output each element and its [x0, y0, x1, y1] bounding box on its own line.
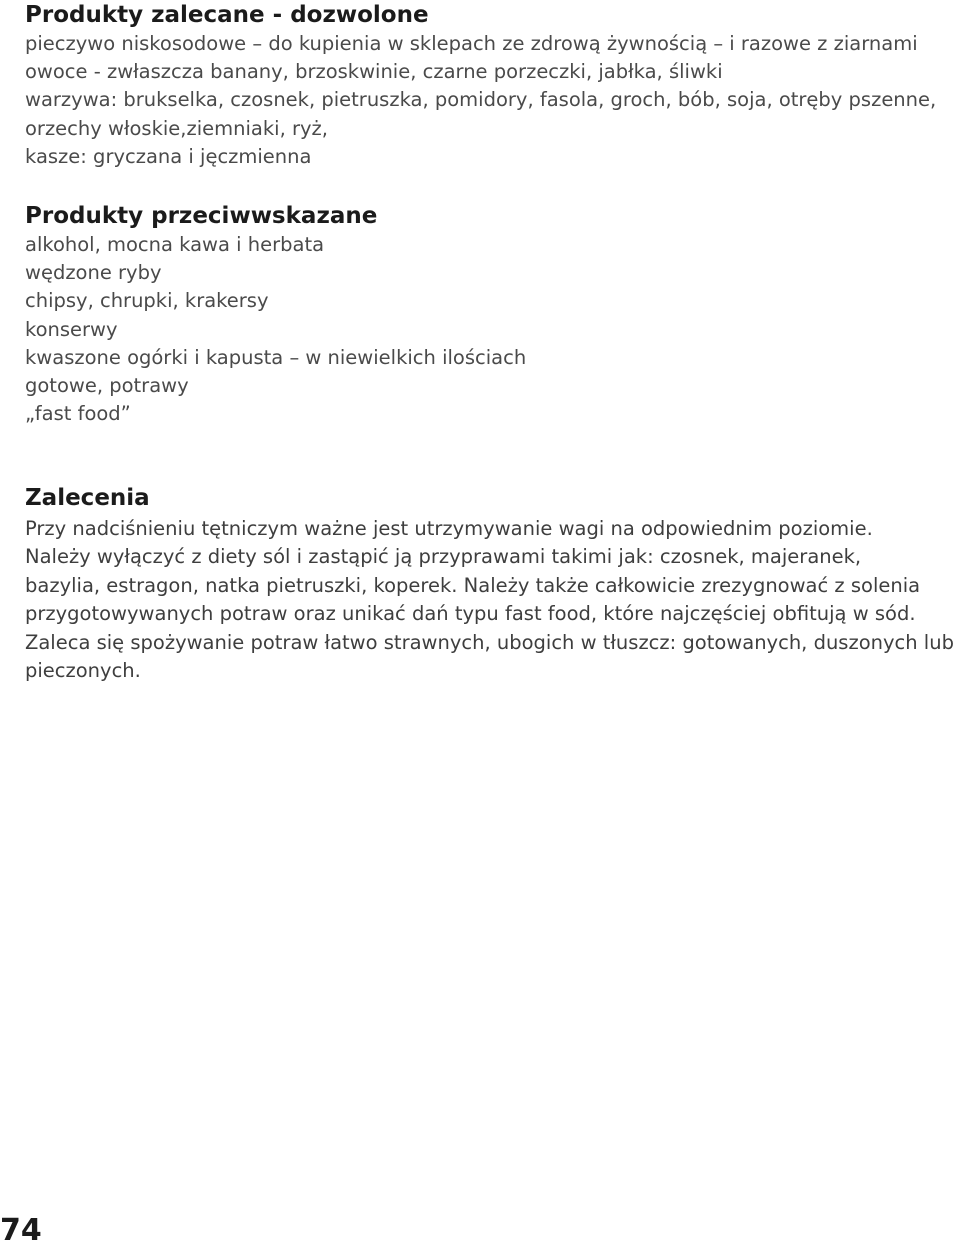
page-number: 74 [0, 1213, 42, 1248]
list-item: kasze: gryczana i jęczmienna [25, 144, 312, 168]
paragraph-line: Należy wyłączyć z diety sól i zastąpić ją przyprawami takimi jak: czosnek, majeranek, [25, 545, 862, 569]
list-item: „fast food” [25, 402, 131, 426]
section-title-recommended: Produkty zalecane - dozwolone [25, 2, 429, 28]
list-item: wędzone ryby [25, 261, 162, 285]
list-item: chipsy, chrupki, krakersy [25, 289, 269, 313]
paragraph-line: Przy nadciśnieniu tętniczym ważne jest utrzymywanie wagi na odpowiednim poziomie. [25, 517, 873, 540]
paragraph-line: Zaleca się spożywanie potraw łatwo strawnych, ubogich w tłuszcz: gotowanych, duszonych lub [25, 630, 954, 654]
list-item: orzechy włoskie,ziemniaki, ryż, [25, 116, 328, 140]
paragraph-line: przygotowywanych potraw oraz unikać dań typu fast food, które najczęściej obfitują w sód. [25, 602, 916, 626]
contraindicated-products-list [25, 231, 526, 428]
list-item: kwaszone ogórki i kapusta – w niewielkich ilościach [25, 345, 527, 369]
recommended-products-list [25, 30, 936, 171]
list-item: warzywa: brukselka, czosnek, pietruszka, pomidory, fasola, groch, bób, soja, otręby pszenne, [25, 88, 937, 112]
section-title-contraindicated: Produkty przeciwwskazane [25, 203, 378, 229]
list-item: konserwy [25, 317, 118, 341]
list-item: pieczywo niskosodowe – do kupienia w sklepach ze zdrową żywnością – i razowe z ziarnami [25, 32, 918, 55]
paragraph-line: bazylia, estragon, natka pietruszki, koperek. Należy także całkowicie zrezygnować z solenia [25, 573, 921, 597]
paragraph-line: pieczonych. [25, 659, 141, 683]
list-item: alkohol, mocna kawa i herbata [25, 233, 325, 256]
list-item: gotowe, potrawy [25, 374, 189, 398]
section-title-recommendations: Zalecenia [25, 485, 150, 511]
list-item: owoce - zwłaszcza banany, brzoskwinie, czarne porzeczki, jabłka, śliwki [25, 60, 723, 84]
recommendations-paragraph [25, 515, 960, 685]
